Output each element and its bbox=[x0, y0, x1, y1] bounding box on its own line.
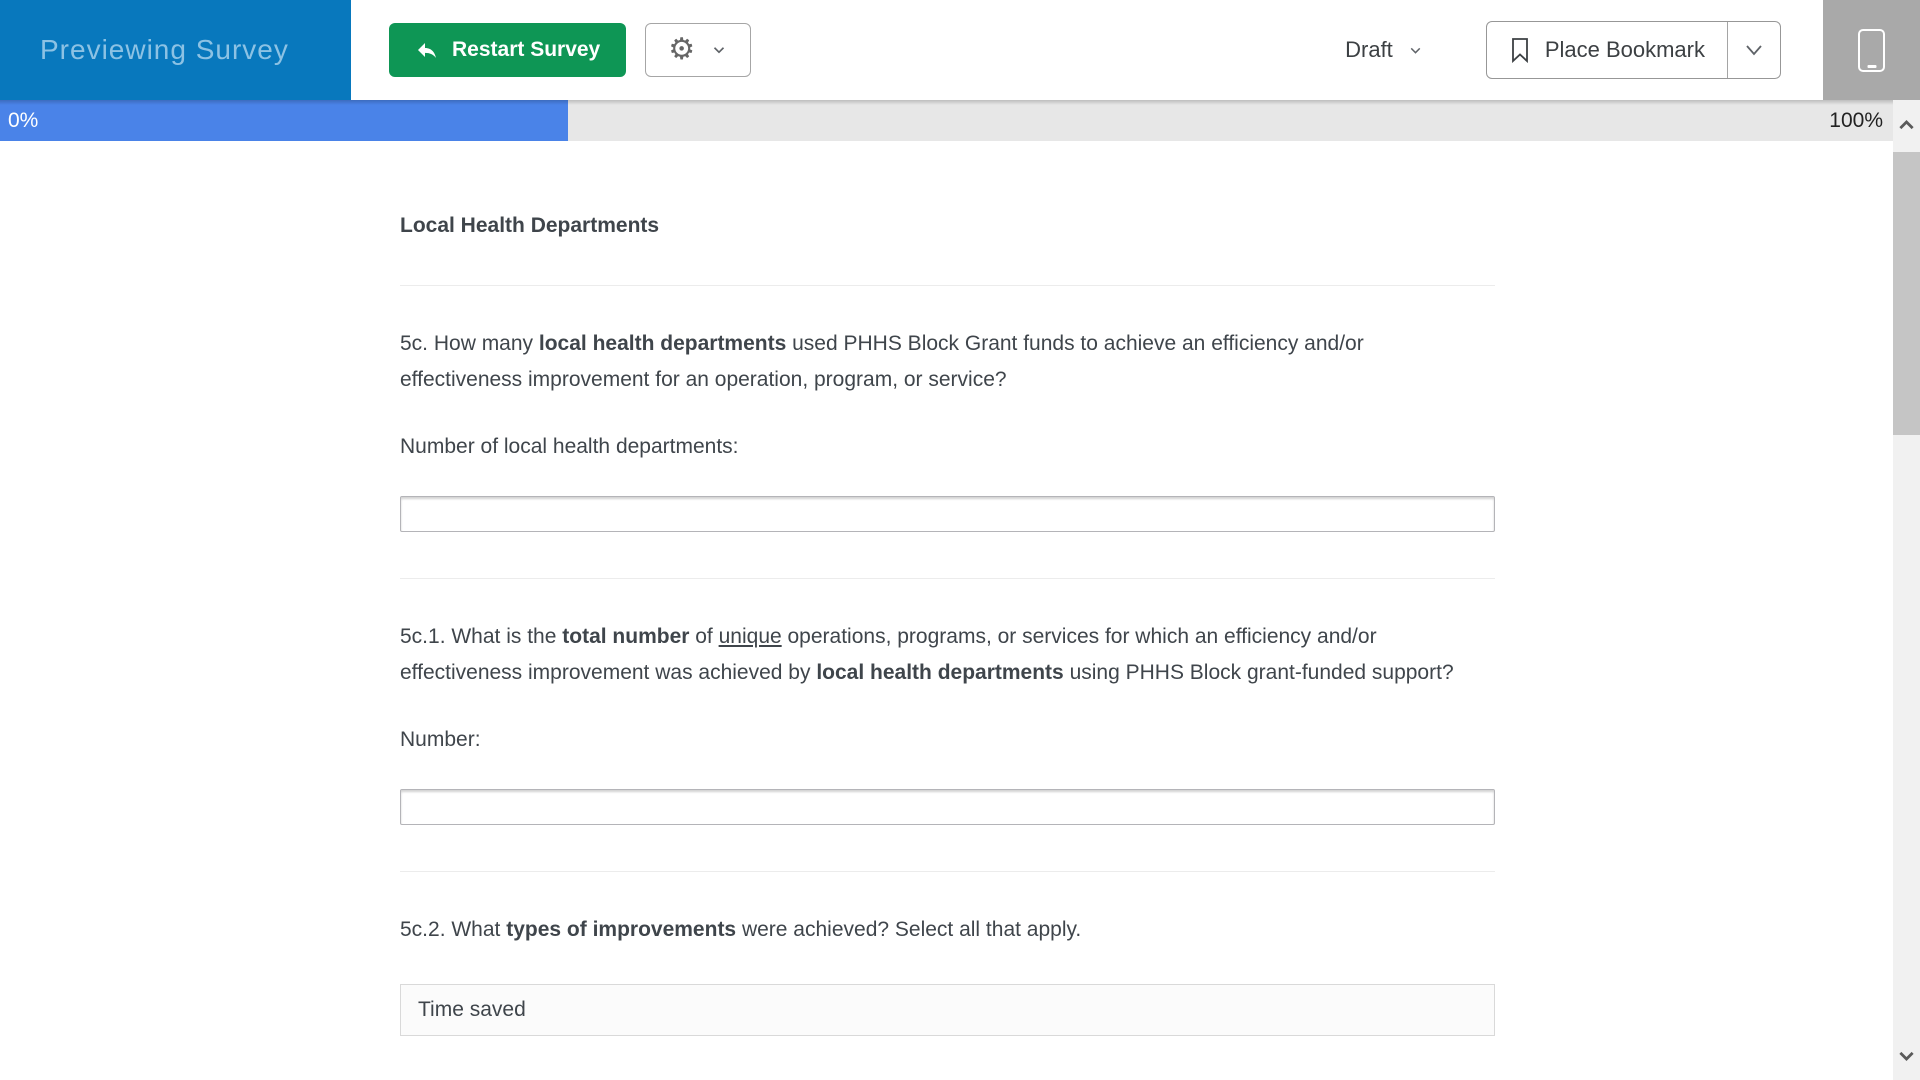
answer-text-input[interactable] bbox=[400, 789, 1495, 825]
question-list bbox=[400, 285, 1495, 1036]
scroll-up-button[interactable] bbox=[1893, 100, 1920, 150]
survey-body bbox=[400, 141, 1495, 1036]
chevron-down-icon bbox=[710, 41, 728, 59]
question-text: 5c.2. What types of improvements were achieved? Select all that apply. bbox=[400, 918, 1082, 941]
place-bookmark-label: Place Bookmark bbox=[1544, 37, 1705, 62]
vertical-scrollbar bbox=[1893, 100, 1920, 1080]
scrollbar-thumb[interactable] bbox=[1893, 152, 1920, 435]
draft-status-label: Draft bbox=[1345, 37, 1393, 62]
answer-label: Number: bbox=[400, 728, 481, 751]
place-bookmark-split-button bbox=[1486, 21, 1781, 79]
answer-label: Number of local health departments: bbox=[400, 435, 739, 458]
restart-survey-label: Restart Survey bbox=[452, 38, 601, 61]
preview-mode-banner bbox=[0, 0, 351, 100]
undo-arrow-icon bbox=[415, 38, 439, 62]
chevron-down-icon bbox=[1742, 38, 1766, 62]
gear-icon: ⚙ bbox=[668, 32, 696, 67]
answer-text-input[interactable] bbox=[400, 496, 1495, 532]
bookmark-options-button[interactable] bbox=[1728, 22, 1780, 78]
mobile-preview-panel[interactable] bbox=[1823, 0, 1920, 100]
question-divider bbox=[400, 871, 1495, 872]
chevron-down-icon bbox=[1407, 42, 1424, 59]
section-title: Local Health Departments bbox=[400, 214, 660, 237]
question-divider bbox=[400, 578, 1495, 579]
scroll-down-button[interactable] bbox=[1893, 1045, 1920, 1066]
question-5c.2 bbox=[400, 912, 1495, 1036]
question-text: 5c. How many local health departments used PHHS Block Grant funds to achieve an efficiency and/or effectiveness improvement for an operation, program, or service? bbox=[400, 332, 1364, 391]
draft-status-dropdown[interactable] bbox=[1345, 37, 1424, 63]
question-5c bbox=[400, 326, 1495, 532]
survey-page bbox=[0, 141, 1893, 1080]
choice-option-label: Time saved bbox=[418, 998, 526, 1021]
preview-mode-label: Previewing Survey bbox=[40, 34, 289, 65]
choice-option[interactable] bbox=[400, 984, 1495, 1036]
restart-survey-button[interactable] bbox=[389, 23, 626, 77]
progress-end-label: 100% bbox=[1829, 108, 1883, 132]
progress-start-label: 0% bbox=[8, 108, 39, 132]
preview-options-button[interactable] bbox=[645, 23, 751, 77]
survey-progress-bar bbox=[0, 100, 1893, 141]
bookmark-icon bbox=[1509, 37, 1531, 63]
progress-fill bbox=[0, 100, 568, 141]
question-divider bbox=[400, 285, 1495, 286]
mobile-phone-icon bbox=[1858, 29, 1885, 72]
top-bar bbox=[0, 0, 1920, 100]
place-bookmark-button[interactable] bbox=[1487, 22, 1727, 78]
question-5c.1 bbox=[400, 619, 1495, 825]
question-text: 5c.1. What is the total number of unique operations, programs, or services for which an efficiency and/or effectiveness improvement was achieved by local health departments using PHHS Block grant-funded support? bbox=[400, 625, 1454, 684]
